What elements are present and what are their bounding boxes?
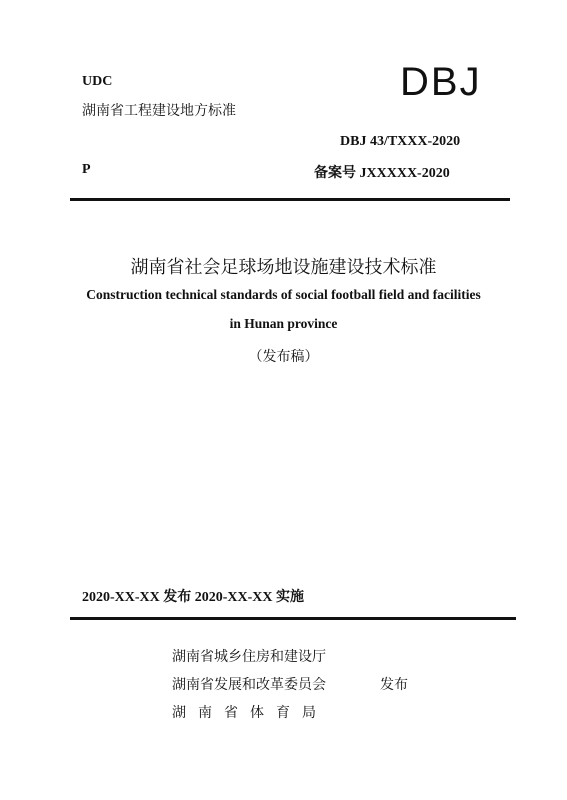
- draft-status: （发布稿）: [248, 349, 319, 365]
- title-chinese: 湖南省社会足球场地设施建设技术标准: [130, 257, 437, 278]
- category-label: P: [82, 162, 91, 177]
- record-number: 备案号 JXXXXX-2020: [314, 166, 450, 181]
- udc-label: UDC: [82, 74, 113, 89]
- issuer-housing-department: 湖南省城乡住房和建设厅: [172, 649, 326, 665]
- issuer-sports-bureau: 湖南省体育局: [172, 705, 328, 721]
- bottom-divider: [70, 617, 516, 620]
- standard-number: DBJ 43/TXXX-2020: [340, 134, 461, 149]
- dbj-logo: DBJ: [400, 60, 482, 104]
- publish-label: 发布: [380, 677, 408, 693]
- issue-implement-dates: 2020-XX-XX 发布 2020-XX-XX 实施: [82, 590, 305, 605]
- title-english-line1: Construction technical standards of social football field and facilities: [86, 287, 481, 302]
- title-english-line2: in Hunan province: [229, 316, 338, 331]
- issuer-development-commission: 湖南省发展和改革委员会: [172, 677, 326, 693]
- standard-type: 湖南省工程建设地方标准: [82, 103, 236, 119]
- top-divider: [70, 198, 510, 201]
